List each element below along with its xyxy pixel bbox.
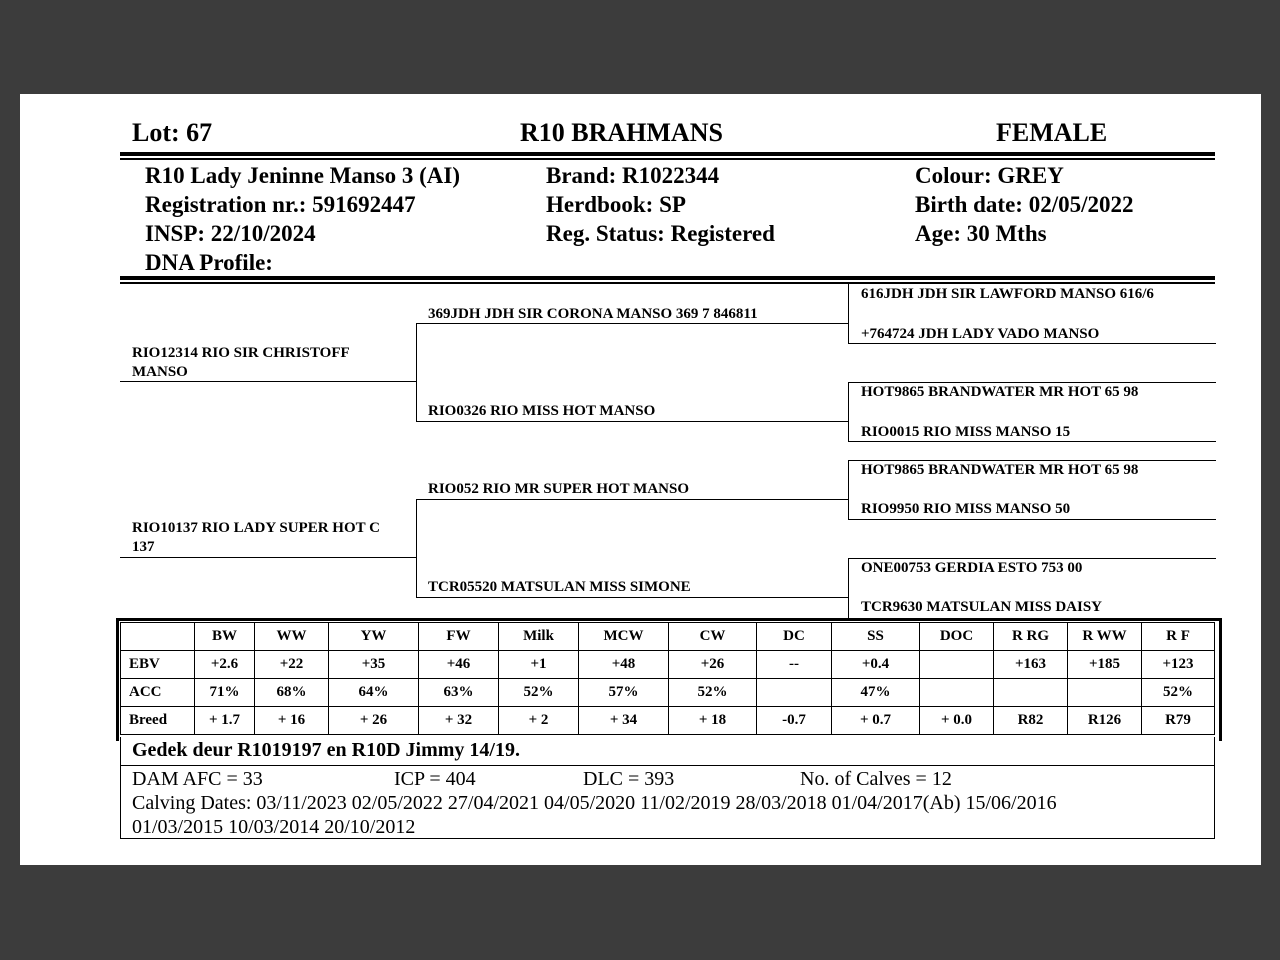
herdbook: Herdbook: SP	[546, 192, 686, 217]
ebv-header-row	[121, 623, 1215, 651]
info-rule-thick	[120, 276, 1215, 280]
registration-number: Registration nr.: 591692447	[145, 192, 416, 217]
dam-sire-name: RIO052 RIO MR SUPER HOT MANSO	[428, 481, 689, 497]
animal-name: R10 Lady Jeninne Manso 3 (AI)	[145, 163, 461, 188]
row-label: ACC	[121, 679, 195, 707]
ebv-cell: +26	[669, 651, 757, 679]
ebv-cell: +22	[255, 651, 329, 679]
acc-cell: 68%	[255, 679, 329, 707]
notes-divider	[120, 765, 1214, 766]
ebv-cell: +1	[499, 651, 579, 679]
dna-profile: DNA Profile:	[145, 250, 273, 275]
info-rule-thin	[120, 282, 1215, 284]
breed-cell: R126	[1068, 707, 1142, 735]
ebv-col-header: R RG	[994, 623, 1068, 651]
sd-bracket	[848, 382, 849, 442]
ebv-col-header: YW	[329, 623, 419, 651]
breed-cell: R82	[994, 707, 1068, 735]
ebv-table	[120, 622, 1215, 735]
acc-cell: 47%	[832, 679, 920, 707]
ebv-col-header: WW	[255, 623, 329, 651]
dss-name: HOT9865 BRANDWATER MR HOT 65 98	[861, 462, 1139, 478]
acc-row	[121, 679, 1215, 707]
dd-bracket	[848, 558, 849, 618]
breed-cell: -0.7	[757, 707, 832, 735]
icp: ICP = 404	[394, 768, 476, 790]
ebv-cell: +35	[329, 651, 419, 679]
breed-cell: + 26	[329, 707, 419, 735]
ebv-col-header: FW	[419, 623, 499, 651]
ebv-row	[121, 651, 1215, 679]
breed-cell: + 0.0	[920, 707, 994, 735]
dam-line	[120, 557, 417, 558]
insp-date: INSP: 22/10/2024	[145, 221, 316, 246]
ebv-cell	[920, 651, 994, 679]
row-label: EBV	[121, 651, 195, 679]
sd-line	[416, 421, 849, 422]
ds-bracket	[848, 460, 849, 520]
dam-bracket	[416, 499, 417, 598]
mated-note: Gedek deur R1019197 en R10D Jimmy 14/19.	[132, 739, 520, 761]
acc-cell	[920, 679, 994, 707]
ebv-col-header: Milk	[499, 623, 579, 651]
ebv-col-header: DOC	[920, 623, 994, 651]
acc-cell: 71%	[195, 679, 255, 707]
acc-cell: 64%	[329, 679, 419, 707]
ebv-col-header: R F	[1142, 623, 1215, 651]
ss-bracket	[848, 284, 849, 344]
acc-cell: 52%	[1142, 679, 1215, 707]
breed-cell: + 0.7	[832, 707, 920, 735]
number-of-calves: No. of Calves = 12	[800, 768, 952, 790]
breed-cell: + 34	[579, 707, 669, 735]
birth-date: Birth date: 02/05/2022	[915, 192, 1134, 217]
acc-cell: 52%	[669, 679, 757, 707]
sire-sire-name: 369JDH JDH SIR CORONA MANSO 369 7 846811	[428, 306, 758, 322]
ddd-name: TCR9630 MATSULAN MISS DAISY	[861, 599, 1103, 615]
acc-cell	[994, 679, 1068, 707]
acc-cell: 63%	[419, 679, 499, 707]
header-rule-thick	[120, 152, 1215, 156]
ebv-cell: +46	[419, 651, 499, 679]
ebv-col-header	[121, 623, 195, 651]
ebv-col-header: SS	[832, 623, 920, 651]
breed-cell: + 16	[255, 707, 329, 735]
ebv-col-header: CW	[669, 623, 757, 651]
sss-name: 616JDH JDH SIR LAWFORD MANSO 616/6	[861, 286, 1154, 302]
ebv-cell: +2.6	[195, 651, 255, 679]
breed-row	[121, 707, 1215, 735]
ds-line	[416, 499, 849, 500]
dsd-line	[848, 519, 1216, 520]
dam-afc: DAM AFC = 33	[132, 768, 263, 790]
registration-status: Reg. Status: Registered	[546, 221, 775, 246]
ebv-col-header: MCW	[579, 623, 669, 651]
ebv-cell: --	[757, 651, 832, 679]
acc-cell	[1068, 679, 1142, 707]
row-label: Breed	[121, 707, 195, 735]
calving-dates-line-2: 01/03/2015 10/03/2014 20/10/2012	[132, 816, 416, 838]
ebv-col-header: DC	[757, 623, 832, 651]
ebv-cell: +185	[1068, 651, 1142, 679]
age: Age: 30 Mths	[915, 221, 1047, 246]
ssd-name: +764724 JDH LADY VADO MANSO	[861, 326, 1100, 342]
sdd-name: RIO0015 RIO MISS MANSO 15	[861, 424, 1071, 440]
ebv-col-header: BW	[195, 623, 255, 651]
sire-name: RIO12314 RIO SIR CHRISTOFF MANSO	[132, 345, 350, 380]
acc-cell: 52%	[499, 679, 579, 707]
dds-name: ONE00753 GERDIA ESTO 753 00	[861, 560, 1083, 576]
calving-dates-line-1: Calving Dates: 03/11/2023 02/05/2022 27/04/2021 04/05/2020 11/02/2019 28/03/2018 01/04/2017(Ab) 15/06/2016	[132, 792, 1057, 814]
breed-cell: R79	[1142, 707, 1215, 735]
dam-dam-name: TCR05520 MATSULAN MISS SIMONE	[428, 579, 691, 595]
sire-dam-name: RIO0326 RIO MISS HOT MANSO	[428, 403, 656, 419]
acc-cell: 57%	[579, 679, 669, 707]
dd-line	[416, 597, 849, 598]
ebv-cell: +123	[1142, 651, 1215, 679]
ebv-cell: +163	[994, 651, 1068, 679]
breed-cell: + 32	[419, 707, 499, 735]
header-rule-thin	[120, 158, 1215, 160]
ebv-cell: +48	[579, 651, 669, 679]
dsd-name: RIO9950 RIO MISS MANSO 50	[861, 501, 1071, 517]
breed-cell: + 18	[669, 707, 757, 735]
acc-cell	[757, 679, 832, 707]
sex-label: FEMALE	[996, 118, 1108, 147]
sds-name: HOT9865 BRANDWATER MR HOT 65 98	[861, 384, 1139, 400]
breed-cell: + 1.7	[195, 707, 255, 735]
colour: Colour: GREY	[915, 163, 1064, 188]
ebv-col-header: R WW	[1068, 623, 1142, 651]
ebv-cell: +0.4	[832, 651, 920, 679]
brand: Brand: R1022344	[546, 163, 720, 188]
breed-cell: + 2	[499, 707, 579, 735]
dam-name: RIO10137 RIO LADY SUPER HOT C 137	[132, 520, 380, 555]
sire-bracket	[416, 323, 417, 422]
breed-title: R10 BRAHMANS	[520, 118, 723, 147]
dlc: DLC = 393	[583, 768, 675, 790]
lot-number: Lot: 67	[132, 118, 213, 147]
